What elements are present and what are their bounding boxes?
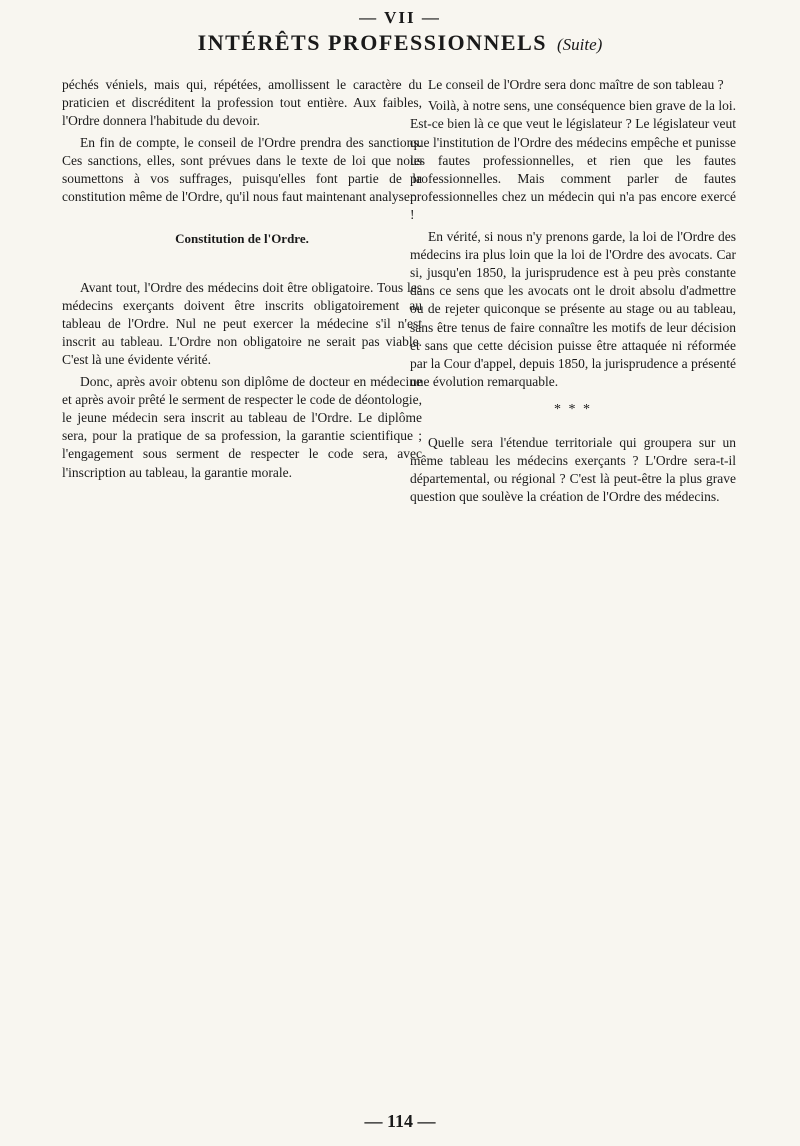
folio-page-number: — 114 — — [364, 1111, 436, 1131]
paragraph: Donc, après avoir obtenu son diplôme de docteur en médecine et après avoir prêté le serment de respecter le code de déontologie, le jeune médecin sera inscrit au tableau de l'Ordre. Le diplôme sera, pour la pratique de sa profession, la garantie scientifique ; l'engagement sous serment de respecter le code sera, avec l'inscription au tableau, la garantie morale. — [62, 373, 422, 480]
paragraph: Le conseil de l'Ordre sera donc maître de son tableau ? — [428, 77, 724, 92]
paragraph: Quelle sera l'étendue territoriale qui groupera sur un même tableau les médecins exerçants ? L'Ordre sera-t-il départemental, ou régional ? C'est là peut-être la plus grave question que soulève la création de l'Ordre des médecins. — [410, 434, 736, 505]
paragraph: Avant tout, l'Ordre des médecins doit être obligatoire. Tous les médecins exerçants doivent être inscrits obligatoirement au tableau de l'Ordre. Nul ne peut exercer la médecine s'il n'est inscrit au tableau. L'Ordre non obligatoire ne serait pas viable. C'est là une évidente vérité. — [62, 279, 422, 368]
subheading: Constitution de l'Ordre. — [175, 231, 309, 247]
section-separator-stars: * * * — [554, 402, 592, 418]
paragraph: Voilà, à notre sens, une conséquence bien grave de la loi. Est-ce bien là ce que veut le législateur ? Le législateur veut que l'institution de l'Ordre des médecins empêche et punisse les fautes professionnelles, et rien que les fautes professionnelles. Mais comment parler de fautes professionnelles chez un médecin qui n'a pas encore exercé ! — [410, 98, 736, 223]
header-suffix: (Suite) — [557, 35, 603, 54]
right-column — [410, 76, 736, 509]
header-title: INTÉRÊTS PROFESSIONNELS — [197, 30, 547, 55]
roman-page-number: — VII — — [359, 8, 441, 27]
left-column — [62, 76, 422, 485]
paragraph: En fin de compte, le conseil de l'Ordre prendra des sanctions. Ces sanctions, elles, sont prévues dans le texte de loi que nous soumettons à vos suffrages, puisqu'elles font partie de la constitution même de l'Ordre, qu'il nous faut maintenant analyser. — [62, 134, 422, 205]
paragraph: péchés véniels, mais qui, répétées, amollissent le caractère du praticien et discréditent la profession tout entière. Aux faibles, l'Ordre donnera l'habitude du devoir. — [62, 77, 422, 129]
paragraph: En vérité, si nous n'y prenons garde, la loi de l'Ordre des médecins ira plus loin que la loi de l'Ordre des avocats. Car si, jusqu'en 1850, la jurisprudence est à peu près constante dans ce sens que les avocats ont le droit absolu d'admettre ou de rejeter quiconque se présente au stage ou au tableau, sans être tenus de faire connaître les motifs de leur décision et sans que cette décision puisse être attaquée ni réformée par la Cour d'appel, depuis 1850, la jurisprudence a présenté une évolution remarquable. — [410, 228, 736, 390]
section-header — [0, 30, 800, 56]
